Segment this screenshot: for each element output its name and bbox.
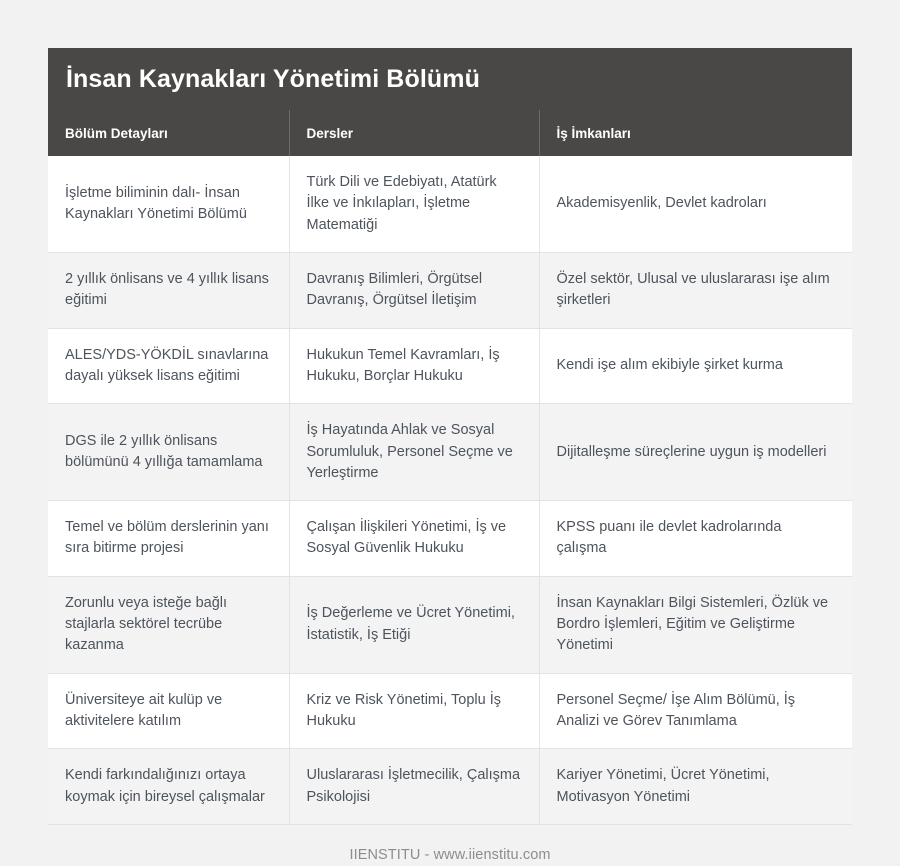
cell-courses: Türk Dili ve Edebiyatı, Atatürk İlke ve İnkılapları, İşletme Matematiği [289, 156, 539, 252]
cell-details: DGS ile 2 yıllık önlisans bölümünü 4 yıllığa tamamlama [48, 404, 289, 501]
cell-courses: İş Hayatında Ahlak ve Sosyal Sorumluluk, Personel Seçme ve Yerleştirme [289, 404, 539, 501]
cell-jobs: Dijitalleşme süreçlerine uygun iş modelleri [539, 404, 852, 501]
cell-courses: Davranış Bilimleri, Örgütsel Davranış, Örgütsel İletişim [289, 252, 539, 328]
table-header [48, 110, 852, 156]
table-row [48, 749, 852, 825]
table-row [48, 501, 852, 577]
table-row [48, 576, 852, 673]
cell-courses: İş Değerleme ve Ücret Yönetimi, İstatistik, İş Etiği [289, 576, 539, 673]
cell-courses: Uluslararası İşletmecilik, Çalışma Psikolojisi [289, 749, 539, 825]
cell-details: Temel ve bölüm derslerinin yanı sıra bitirme projesi [48, 501, 289, 577]
cell-jobs: Akademisyenlik, Devlet kadroları [539, 156, 852, 252]
table-row [48, 404, 852, 501]
cell-details: 2 yıllık önlisans ve 4 yıllık lisans eğitimi [48, 252, 289, 328]
cell-details: ALES/YDS-YÖKDİL sınavlarına dayalı yüksek lisans eğitimi [48, 328, 289, 404]
cell-details: Zorunlu veya isteğe bağlı stajlarla sektörel tecrübe kazanma [48, 576, 289, 673]
cell-jobs: KPSS puanı ile devlet kadrolarında çalışma [539, 501, 852, 577]
table-row [48, 673, 852, 749]
cell-courses: Çalışan İlişkileri Yönetimi, İş ve Sosyal Güvenlik Hukuku [289, 501, 539, 577]
page-title-bar [48, 48, 852, 110]
table-row [48, 328, 852, 404]
table-row [48, 156, 852, 252]
footer-credit: IIENSTITU - www.iienstitu.com [349, 846, 551, 863]
column-header-jobs: İş İmkanları [539, 110, 852, 156]
cell-details: Kendi farkındalığınızı ortaya koymak için bireysel çalışmalar [48, 749, 289, 825]
cell-jobs: Kariyer Yönetimi, Ücret Yönetimi, Motivasyon Yönetimi [539, 749, 852, 825]
table-row [48, 252, 852, 328]
cell-jobs: Personel Seçme/ İşe Alım Bölümü, İş Analizi ve Görev Tanımlama [539, 673, 852, 749]
cell-details: İşletme biliminin dalı- İnsan Kaynakları Yönetimi Bölümü [48, 156, 289, 252]
column-header-details: Bölüm Detayları [48, 110, 289, 156]
cell-details: Üniversiteye ait kulüp ve aktivitelere katılım [48, 673, 289, 749]
page-title: İnsan Kaynakları Yönetimi Bölümü [66, 65, 480, 93]
department-table [48, 110, 852, 825]
cell-courses: Hukukun Temel Kavramları, İş Hukuku, Borçlar Hukuku [289, 328, 539, 404]
cell-jobs: Kendi işe alım ekibiyle şirket kurma [539, 328, 852, 404]
table-header-row [48, 110, 852, 156]
column-header-courses: Dersler [289, 110, 539, 156]
table-body [48, 156, 852, 824]
cell-jobs: İnsan Kaynakları Bilgi Sistemleri, Özlük ve Bordro İşlemleri, Eğitim ve Geliştirme Yönetimi [539, 576, 852, 673]
cell-jobs: Özel sektör, Ulusal ve uluslararası işe alım şirketleri [539, 252, 852, 328]
cell-courses: Kriz ve Risk Yönetimi, Toplu İş Hukuku [289, 673, 539, 749]
